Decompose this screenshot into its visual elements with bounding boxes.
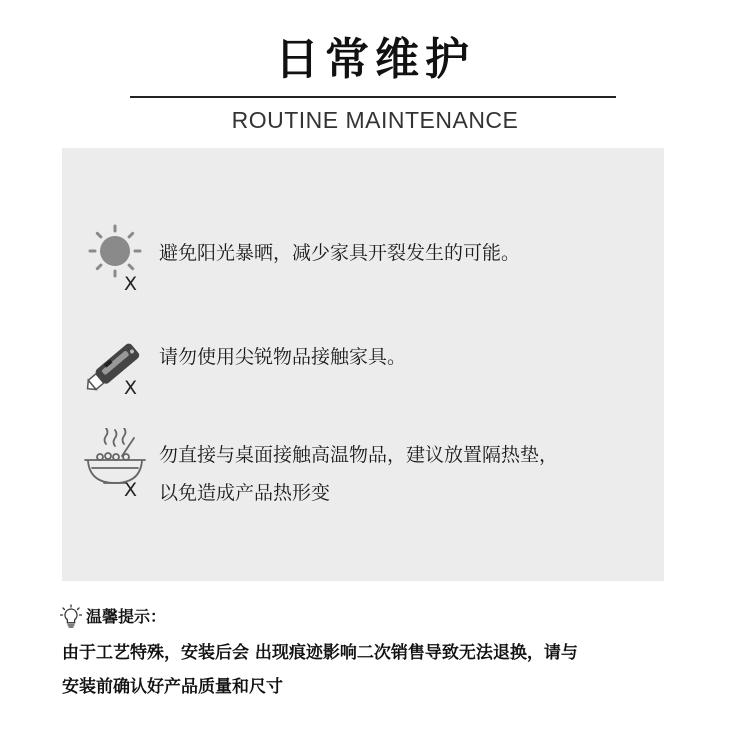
not-allowed-mark: X [124, 377, 138, 399]
maintenance-panel [62, 148, 664, 581]
utility-knife-icon [82, 334, 148, 400]
page-subtitle: ROUTINE MAINTENANCE [231, 107, 519, 133]
title-divider [130, 96, 616, 98]
maintenance-item-text-line1: 勿直接与桌面接触高温物品，建议放置隔热垫， [159, 444, 559, 466]
maintenance-item-text: 避免阳光暴晒，减少家具开裂发生的可能。 [159, 242, 521, 264]
not-allowed-mark: X [124, 479, 138, 501]
maintenance-item-text: 请勿使用尖锐物品接触家具。 [159, 346, 407, 368]
tips-body [62, 636, 682, 704]
not-allowed-mark: X [124, 273, 138, 295]
tips-label: 温馨提示： [86, 607, 167, 626]
tips-line-1: 由于工艺特殊，安装后会 出现痕迹影响二次销售导致无法退换，请与 [62, 643, 578, 663]
maintenance-item-text-line2: 以免造成产品热形变 [159, 482, 331, 504]
sun-icon [82, 218, 148, 284]
page-title: 日常维护 [275, 34, 475, 85]
tips-line-2: 安装前确认好产品质量和尺寸 [62, 677, 283, 697]
lightbulb-icon [60, 604, 82, 630]
hot-bowl-icon [82, 428, 148, 494]
